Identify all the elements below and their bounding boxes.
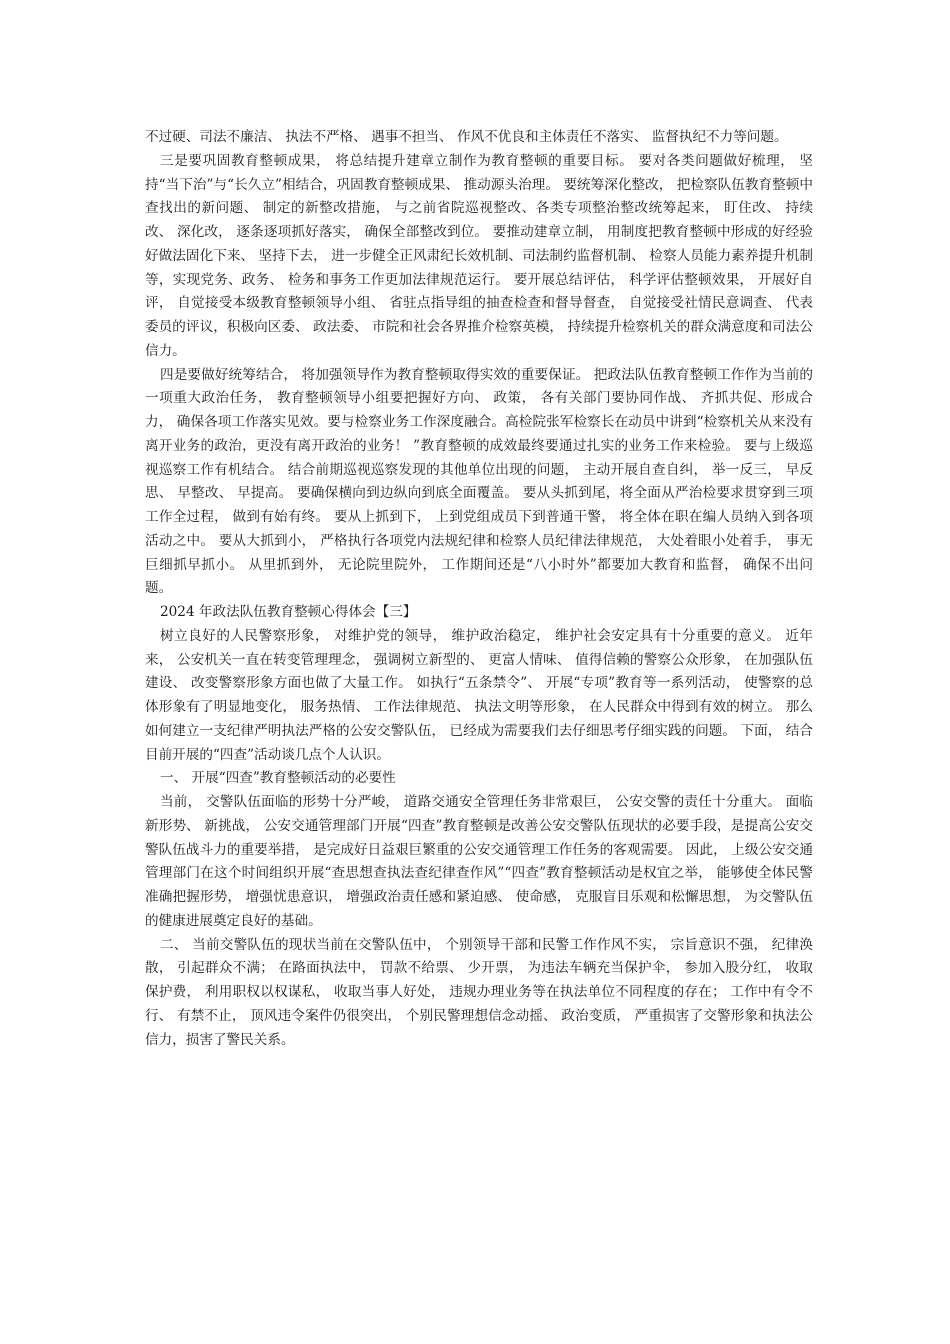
document-body (145, 126, 813, 1052)
subheading-one: 一、 开展“四查”教育整顿活动的必要性 (160, 770, 396, 787)
paragraph-necessity: 当前， 交警队伍面临的形势十分严峻， 道路交通安全管理任务非常艰巨， 公安交警的责任十分重大。 面临新形势、 新挑战， 公安交通管理部门开展“四查”教育整顿是改善公安交警队伍现状的必要手段，是提高公安交警队伍战斗力的重要举措， 是完成好日益艰巨繁重的公安交通管理工作任务的客观需要。 因此， 上级公安交通管理部门在这个时间组织开展“查思想查执法查纪律查作风”“四查”教育整顿活动是权宜之举， 能够使全体民警准确把握形势， 增强忧患意识， 增强政治责任感和紧迫感、 使命感， 克服盲目乐观和松懈思想， 为交警队伍的健康进展奠定良好的基础。 (145, 794, 813, 929)
paragraph-continuation: 不过硬、司法不廉洁、 执法不严格、 遇事不担当、 作风不优良和主体责任不落实、 监督执纪不力等问题。 (145, 129, 788, 145)
paragraph-current-status: 二、 当前交警队伍的现状当前在交警队伍中， 个别领导干部和民警工作作风不实， 宗旨意识不强， 纪律涣散， 引起群众不满； 在路面执法中， 罚款不给票、 少开票， 为违法车辆充当保护伞， 参加入股分红， 收取保护费， 利用职权以权谋私， 收取当事人好处， 违规办理业务等在执法单位不同程度的存在； 工作中有令不行、 有禁不止， 顶风违令案件仍很突出， 个别民警理想信念动摇、 政治变质， 严重损害了交警形象和执法公信力，损害了警民关系。 (145, 936, 813, 1048)
paragraph-point-three: 三是要巩固教育整顿成果， 将总结提升建章立制作为教育整顿的重要目标。 要对各类问题做好梳理， 坚持“当下治”与“长久立”相结合，巩固教育整顿成果、 推动源头治理。 要统筹深化整改， 把检察队伍教育整顿中查找出的新问题、 制定的新整改措施， 与之前省院巡视整改、各类专项整治整改统筹起来， 盯住改、 持续改、 深化改， 逐条逐项抓好落实， 确保全部整改到位。 要推动建章立制， 用制度把教育整顿中形成的好经验好做法固化下来、 坚持下去， 进一步健全正风肃纪长效机制、司法制约监督机制、 检察人员能力素养提升机制等，实现党务、政务、 检务和事务工作更加法律规范运行。 要开展总结评估， 科学评估整顿效果， 开展好自评， 自觉接受本级教育整顿领导小组、 省驻点指导组的抽查检查和督导督查， 自觉接受社情民意调查、 代表委员的评议，积极向区委、 政法委、 市院和社会各界推介检察英模， 持续提升检察机关的群众满意度和司法公信力。 (145, 152, 813, 359)
section-heading: 2024 年政法队伍教育整顿心得体会【三】 (160, 604, 417, 620)
paragraph-point-four: 四是要做好统筹结合， 将加强领导作为教育整顿取得实效的重要保证。 把政法队伍教育整顿工作作为当前的一项重大政治任务， 教育整顿领导小组要把握好方向、 政策， 各有关部门要协同作战、 齐抓共促、形成合力， 确保各项工作落实见效。要与检察业务工作深度融合。高检院张军检察长在动员中讲到“检察机关从来没有离开业务的政治，更没有离开政治的业务！ ”教育整顿的成效最终要通过扎实的业务工作来检验。 要与上级巡视巡察工作有机结合。 结合前期巡视巡察发现的其他单位出现的问题， 主动开展自查自纠， 举一反三， 早反思、 早整改、 早提高。 要确保横向到边纵向到底全面覆盖。 要从头抓到尾，将全面从严治检要求贯穿到三项工作全过程， 做到有始有终。 要从上抓到下， 上到党组成员下到普通干警， 将全体在职在编人员纳入到各项活动之中。 要从大抓到小， 严格执行各项党内法规纪律和检察人员纪律法律规范， 大处着眼小处着手， 事无巨细抓早抓小。 从里抓到外， 无论院里院外， 工作期间还是“八小时外”都要加大教育和监督， 确保不出问题。 (145, 366, 813, 597)
paragraph-intro: 树立良好的人民警察形象， 对维护党的领导， 维护政治稳定， 维护社会安定具有十分重要的意义。 近年来， 公安机关一直在转变管理理念， 强调树立新型的、 更富人情味、 值得信赖的警察公众形象， 在加强队伍建设、 改变警察形象方面也做了大量工作。 如执行“五条禁令”、 开展“专项”教育等一系列活动， 使警察的总体形象有了明显地变化， 服务热情、 工作法律规范、 执法文明等形象， 在人民群众中得到有效的树立。 那么如何建立一支纪律严明执法严格的公安交警队伍， 已经成为需要我们去仔细思考仔细实践的问题。 下面， 结合目前开展的“四查”活动谈几点个人认识。 (145, 627, 813, 763)
